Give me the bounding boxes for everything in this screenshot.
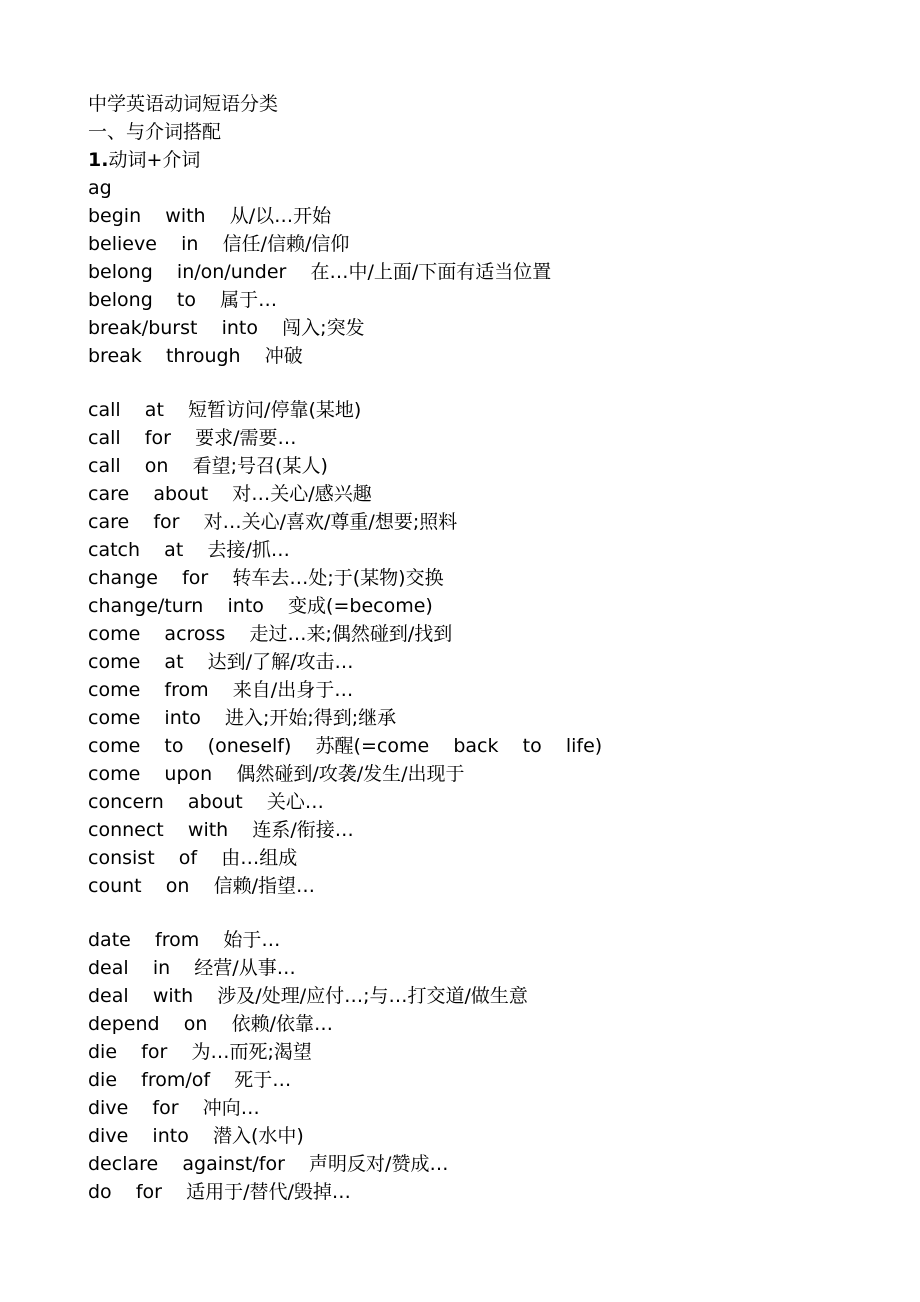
phrase-entry: date from 始于… <box>88 929 281 951</box>
phrase-entry: belong in/on/under 在…中/上面/下面有适当位置 <box>88 261 552 283</box>
phrase-entry: call on 看望;号召(某人) <box>88 455 328 477</box>
section-heading: 一、与介词搭配 <box>88 121 222 143</box>
phrase-entry: die from/of 死于… <box>88 1069 292 1091</box>
blank-line <box>88 370 888 396</box>
document-page <box>88 90 888 1206</box>
phrase-entry: call at 短暂访问/停靠(某地) <box>88 399 362 421</box>
phrase-entry: count on 信赖/指望… <box>88 875 315 897</box>
phrase-entry: come upon 偶然碰到/攻袭/发生/出现于 <box>88 763 465 785</box>
phrase-entry: connect with 连系/衔接… <box>88 819 354 841</box>
phrase-entry: break through 冲破 <box>88 345 303 367</box>
phrase-entry: believe in 信任/信赖/信仰 <box>88 233 350 255</box>
phrase-entry: come from 来自/出身于… <box>88 679 354 701</box>
doc-title: 中学英语动词短语分类 <box>88 93 279 115</box>
phrase-entry: catch at 去接/抓… <box>88 539 290 561</box>
phrase-entry: die for 为…而死;渴望 <box>88 1041 312 1063</box>
phrase-entry: begin with 从/以…开始 <box>88 205 332 227</box>
phrase-entry: care for 对…关心/喜欢/尊重/想要;照料 <box>88 511 458 533</box>
phrase-entry: deal with 涉及/处理/应付…;与…打交道/做生意 <box>88 985 528 1007</box>
phrase-entry: deal in 经营/从事… <box>88 957 296 979</box>
phrase-entry: depend on 依赖/依靠… <box>88 1013 333 1035</box>
phrase-entry: come at 达到/了解/攻击… <box>88 651 354 673</box>
phrase-entry: concern about 关心… <box>88 791 324 813</box>
phrase-entry: do for 适用于/替代/毁掉… <box>88 1181 351 1203</box>
phrase-entry: consist of 由…组成 <box>88 847 298 869</box>
phrase-entry: dive into 潜入(水中) <box>88 1125 304 1147</box>
phrase-entry: care about 对…关心/感兴趣 <box>88 483 372 505</box>
phrase-entry: belong to 属于… <box>88 289 278 311</box>
subsection-label: 动词+介词 <box>108 149 201 171</box>
group-letter: ag <box>88 177 112 199</box>
phrase-entry: change for 转车去…处;于(某物)交换 <box>88 567 444 589</box>
subsection-number: 1. <box>88 149 109 171</box>
phrase-entry: dive for 冲向… <box>88 1097 260 1119</box>
subsection-heading <box>88 146 888 174</box>
phrase-entry: come into 进入;开始;得到;继承 <box>88 707 397 729</box>
blank-line <box>88 900 888 926</box>
phrase-entry: declare against/for 声明反对/赞成… <box>88 1153 449 1175</box>
phrase-entry: come to (oneself) 苏醒(=come back to life) <box>88 735 603 757</box>
phrase-entry: call for 要求/需要… <box>88 427 297 449</box>
phrase-entry: change/turn into 变成(=become) <box>88 595 433 617</box>
phrase-entry: break/burst into 闯入;突发 <box>88 317 365 339</box>
phrase-entry: come across 走过…来;偶然碰到/找到 <box>88 623 453 645</box>
